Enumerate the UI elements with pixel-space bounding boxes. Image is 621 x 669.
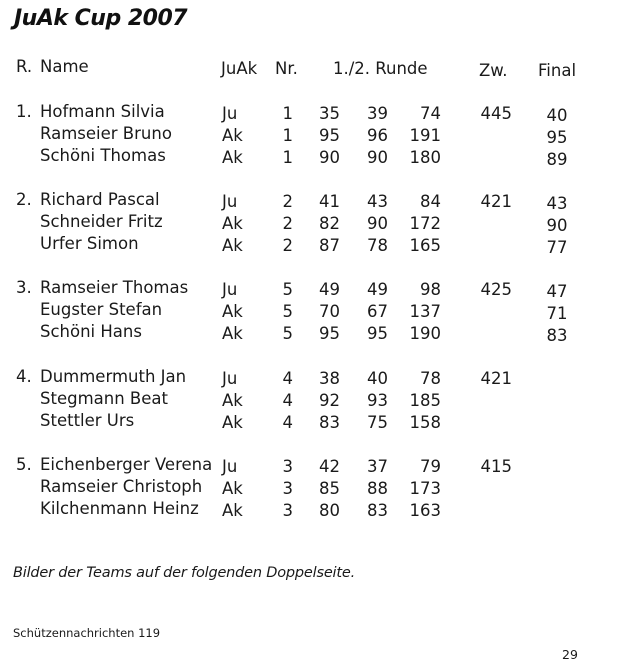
cell-name: Ramseier Thomas [40,278,189,297]
team-rank: 4. [16,367,32,386]
cell-nr: 4 [282,413,293,432]
cell-final: 71 [546,304,568,323]
team-rank: 1. [16,102,32,121]
cell-final: 83 [546,326,568,345]
column-header-final: Final [538,61,577,80]
cell-sum: 173 [409,479,441,498]
column-header-juak: JuAk [221,59,258,78]
cell-final: 40 [546,106,568,125]
cell-sum: 190 [409,324,441,343]
cell-round-1: 80 [319,501,340,520]
cell-juak: Ju [222,192,238,211]
cell-round-2: 40 [367,369,388,388]
cell-juak: Ju [222,280,238,299]
cell-round-1: 41 [319,192,340,211]
cell-juak: Ak [222,214,243,233]
cell-round-2: 95 [367,324,388,343]
cell-name: Stegmann Beat [40,389,168,408]
cell-round-1: 85 [319,479,340,498]
team-rank: 2. [16,190,32,209]
cell-round-1: 87 [319,236,340,255]
cell-name: Urfer Simon [40,234,139,253]
cell-nr: 5 [282,324,293,343]
cell-sum: 158 [409,413,441,432]
cell-nr: 2 [282,192,293,211]
cell-round-1: 35 [319,104,340,123]
cell-name: Hofmann Silvia [40,102,165,121]
cell-round-1: 92 [319,391,340,410]
cell-sum: 163 [409,501,441,520]
publication-footer: Schützennachrichten 119 [13,626,161,640]
cell-round-1: 95 [319,324,340,343]
team-rank: 5. [16,455,32,474]
cell-round-2: 67 [367,302,388,321]
cell-sum: 165 [409,236,441,255]
cell-juak: Ak [222,391,243,410]
column-header-runde: 1./2. Runde [333,59,428,78]
cell-sum: 84 [420,192,441,211]
cell-name: Eugster Stefan [40,300,163,319]
cell-round-2: 90 [367,148,388,167]
cell-final: 95 [546,128,568,147]
cell-final: 90 [546,216,568,235]
page-number: 29 [562,647,578,662]
cell-sum: 137 [409,302,441,321]
cell-round-2: 39 [367,104,388,123]
cell-round-2: 93 [367,391,388,410]
cell-round-1: 70 [319,302,340,321]
footnote-text: Bilder der Teams auf der folgenden Doppelseite. [13,565,355,581]
cell-sum: 172 [409,214,441,233]
cell-nr: 2 [282,236,293,255]
cell-round-2: 43 [367,192,388,211]
cell-nr: 1 [282,126,293,145]
cell-final: 43 [546,194,568,213]
cell-name: Ramseier Christoph [40,477,203,496]
cell-round-1: 38 [319,369,340,388]
cell-final: 47 [546,282,568,301]
cell-round-2: 90 [367,214,388,233]
cell-round-1: 90 [319,148,340,167]
team-intermediate-score: 421 [480,192,512,211]
cell-round-1: 49 [319,280,340,299]
cell-juak: Ak [222,413,243,432]
team-intermediate-score: 425 [480,280,512,299]
column-header-zw: Zw. [479,61,508,80]
column-header-name: Name [40,57,89,76]
cell-final: 89 [546,150,568,169]
cell-round-2: 88 [367,479,388,498]
cell-sum: 78 [420,369,441,388]
cell-nr: 1 [282,104,293,123]
cell-name: Stettler Urs [40,411,135,430]
cell-juak: Ak [222,302,243,321]
cell-juak: Ak [222,501,243,520]
cell-juak: Ak [222,324,243,343]
cell-round-1: 42 [319,457,340,476]
cell-juak: Ak [222,236,243,255]
cell-name: Richard Pascal [40,190,160,209]
cell-name: Eichenberger Verena [40,455,213,474]
cell-sum: 74 [420,104,441,123]
cell-nr: 5 [282,302,293,321]
cell-juak: Ju [222,104,238,123]
cell-final: 77 [546,238,568,257]
cell-sum: 98 [420,280,441,299]
cell-round-2: 49 [367,280,388,299]
cell-sum: 191 [409,126,441,145]
cell-name: Schneider Fritz [40,212,163,231]
cell-nr: 4 [282,391,293,410]
cell-juak: Ju [222,457,238,476]
cell-nr: 3 [282,457,293,476]
cell-round-1: 95 [319,126,340,145]
cell-sum: 180 [409,148,441,167]
cell-sum: 185 [409,391,441,410]
cell-nr: 4 [282,369,293,388]
cell-name: Ramseier Bruno [40,124,172,143]
column-header-rank: R. [16,57,33,76]
team-intermediate-score: 421 [480,369,512,388]
cell-nr: 3 [282,501,293,520]
page-title: JuAk Cup 2007 [14,6,188,31]
team-intermediate-score: 415 [480,457,512,476]
cell-nr: 5 [282,280,293,299]
cell-name: Kilchenmann Heinz [40,499,199,518]
cell-round-2: 37 [367,457,388,476]
cell-nr: 3 [282,479,293,498]
cell-round-2: 75 [367,413,388,432]
cell-round-1: 83 [319,413,340,432]
cell-round-2: 96 [367,126,388,145]
cell-round-1: 82 [319,214,340,233]
cell-juak: Ju [222,369,238,388]
cell-round-2: 83 [367,501,388,520]
cell-juak: Ak [222,148,243,167]
team-intermediate-score: 445 [480,104,512,123]
cell-round-2: 78 [367,236,388,255]
cell-nr: 2 [282,214,293,233]
cell-nr: 1 [282,148,293,167]
column-header-nr: Nr. [275,59,298,78]
cell-juak: Ak [222,479,243,498]
team-rank: 3. [16,278,32,297]
cell-juak: Ak [222,126,243,145]
cell-sum: 79 [420,457,441,476]
cell-name: Schöni Thomas [40,146,166,165]
cell-name: Schöni Hans [40,322,142,341]
cell-name: Dummermuth Jan [40,367,187,386]
